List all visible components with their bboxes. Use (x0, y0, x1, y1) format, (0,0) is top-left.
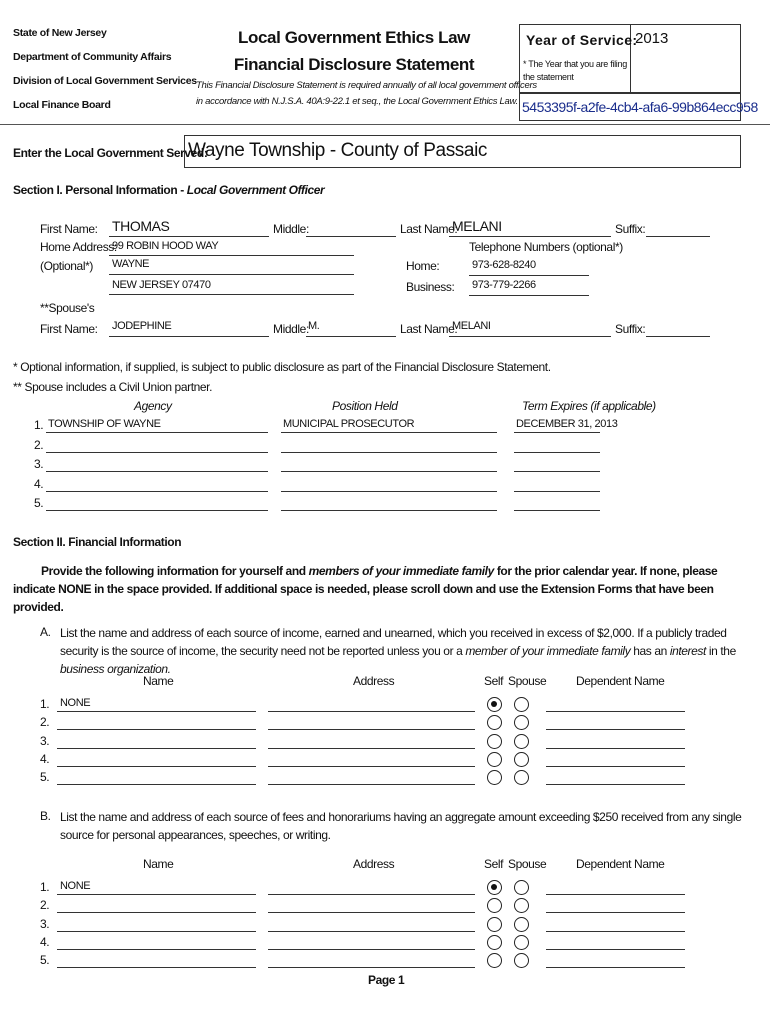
agency-row-number: 2. (34, 438, 44, 452)
address-line[interactable] (268, 711, 475, 712)
agency-row-agency[interactable]: TOWNSHIP OF WAYNE (48, 418, 161, 430)
row-number: 5. (40, 953, 50, 967)
intro-emphasis: members of your immediate family (308, 564, 494, 578)
address-column-header: Address (353, 857, 395, 871)
part-a-text-4: interest (669, 644, 706, 658)
spouse-radio[interactable] (514, 770, 529, 785)
address-line[interactable] (268, 931, 475, 932)
term-line (514, 510, 600, 511)
first-name-value[interactable]: THOMAS (112, 218, 170, 234)
term-column-header: Term Expires (if applicable) (522, 399, 656, 413)
self-column-header: Self (484, 674, 504, 688)
name-line (57, 931, 256, 932)
agency-line: Department of Community Affairs (13, 51, 172, 63)
spouse-radio[interactable] (514, 917, 529, 932)
spouse-middle-label: Middle: (273, 322, 309, 336)
self-radio[interactable] (487, 898, 502, 913)
section1-title-italic: Local Government Officer (186, 183, 325, 197)
row-number: 3. (40, 734, 50, 748)
spouse-last-value[interactable]: MELANI (452, 320, 491, 332)
agency-line: Local Finance Board (13, 99, 111, 111)
name-column-header: Name (143, 674, 174, 688)
self-radio[interactable] (487, 935, 502, 950)
spouse-first-value[interactable]: JODEPHINE (112, 320, 172, 332)
form-title (196, 28, 537, 107)
spouse-note: ** Spouse includes a Civil Union partner. (13, 380, 213, 394)
spouse-radio[interactable] (514, 953, 529, 968)
spouse-suffix-label: Suffix: (615, 322, 646, 336)
section2-heading: Section II. Financial Information (13, 535, 182, 549)
dependent-line[interactable] (546, 912, 685, 913)
name-line (57, 711, 256, 712)
served-value: Wayne Township - County of Passaic (188, 140, 487, 161)
row-number: 1. (40, 697, 50, 711)
dependent-line[interactable] (546, 711, 685, 712)
spouse-radio[interactable] (514, 752, 529, 767)
self-radio[interactable] (487, 752, 502, 767)
document-id: 5453395f-a2fe-4cb4-afa6-99b864ecc958 (522, 99, 758, 115)
term-line (514, 452, 600, 453)
dependent-line[interactable] (546, 729, 685, 730)
agency-line (46, 452, 268, 453)
subtitle-line-1: This Financial Disclosure Statement is required annually of all local government officers (196, 80, 537, 91)
address-line[interactable] (268, 766, 475, 767)
title-line-1: Local Government Ethics Law (238, 28, 470, 47)
suffix-field[interactable] (646, 236, 710, 237)
home-phone-label: Home: (406, 259, 440, 273)
middle-label: Middle: (273, 222, 309, 236)
self-column-header: Self (484, 857, 504, 871)
agency-row-term[interactable]: DECEMBER 31, 2013 (516, 418, 618, 430)
spouse-suffix-field[interactable] (646, 336, 710, 337)
term-line (514, 471, 600, 472)
address-line[interactable] (268, 784, 475, 785)
address-line[interactable] (268, 748, 475, 749)
row-number: 3. (40, 917, 50, 931)
name-line (57, 784, 256, 785)
name-line (57, 766, 256, 767)
intro-text-rest: for the prior calendar year. If none, please indicate NONE in the space provided. If additional space is needed, please scroll down and use the Extension Forms that have been provided. (13, 564, 718, 614)
dependent-line[interactable] (546, 748, 685, 749)
agency-row-number: 1. (34, 418, 44, 432)
name-line (57, 894, 256, 895)
agency-line (46, 471, 268, 472)
agency-row-number: 3. (34, 457, 44, 471)
term-line (514, 432, 600, 433)
name-line (57, 748, 256, 749)
spouse-label: **Spouse's (40, 301, 95, 315)
row-number: 1. (40, 880, 50, 894)
self-radio[interactable] (487, 917, 502, 932)
row-number: 4. (40, 752, 50, 766)
agency-row-position[interactable]: MUNICIPAL PROSECUTOR (283, 418, 415, 430)
spouse-middle-value[interactable]: M. (308, 320, 320, 332)
title-line-2: Financial Disclosure Statement (233, 55, 475, 74)
header-divider (0, 124, 770, 125)
address-line[interactable] (268, 894, 475, 895)
self-radio[interactable] (487, 697, 502, 712)
optional-note: * Optional information, if supplied, is subject to public disclosure as part of the Financial Disclosure Statement. (13, 360, 551, 374)
source-name[interactable]: NONE (60, 880, 91, 892)
name-line (57, 729, 256, 730)
intro-text: Provide the following information for yourself and (41, 564, 309, 578)
business-phone-label: Business: (406, 280, 455, 294)
address-line-3[interactable]: NEW JERSEY 07470 (112, 279, 211, 291)
section1-title: Section I. Personal Information - (13, 183, 187, 197)
section1-heading (13, 183, 324, 197)
dependent-column-header: Dependent Name (576, 674, 665, 688)
address-line-2[interactable]: WAYNE (112, 258, 150, 270)
spouse-radio[interactable] (514, 898, 529, 913)
self-radio[interactable] (487, 715, 502, 730)
self-radio[interactable] (487, 880, 502, 895)
part-a-text-1: List the name and address of each source of income, earned and unearned, which you received in excess of $2,000. If a publicly traded security is the source of income, the security need not be reported unless you or a (60, 626, 727, 658)
part-a-letter: A. (40, 625, 51, 639)
name-line (57, 949, 256, 950)
last-name-label: Last Name: (400, 222, 458, 236)
address-label: Home Address: (40, 240, 117, 254)
served-label: Enter the Local Government Served: (13, 146, 208, 160)
position-line (281, 432, 497, 433)
row-number: 4. (40, 935, 50, 949)
address-line[interactable] (268, 912, 475, 913)
address-line[interactable] (268, 949, 475, 950)
address-line[interactable] (268, 729, 475, 730)
spouse-radio[interactable] (514, 697, 529, 712)
position-line (281, 452, 497, 453)
agency-line (46, 432, 268, 433)
business-phone-value[interactable]: 973-779-2266 (472, 279, 536, 291)
agency-block (13, 27, 197, 123)
optional-label: (Optional*) (40, 259, 93, 273)
part-b-letter: B. (40, 809, 51, 823)
first-name-label: First Name: (40, 222, 98, 236)
agency-row-number: 5. (34, 496, 44, 510)
spouse-radio[interactable] (514, 880, 529, 895)
dependent-line[interactable] (546, 784, 685, 785)
section2-intro (13, 562, 748, 616)
self-radio[interactable] (487, 953, 502, 968)
self-radio[interactable] (487, 770, 502, 785)
dependent-column-header: Dependent Name (576, 857, 665, 871)
dependent-line[interactable] (546, 894, 685, 895)
agency-line: State of New Jersey (13, 27, 107, 39)
spouse-radio[interactable] (514, 715, 529, 730)
subtitle-line-2: in accordance with N.J.S.A. 40A:9-22.1 et seq., the Local Government Ethics Law. (196, 96, 518, 107)
address-line[interactable] (268, 967, 475, 968)
last-name-value[interactable]: MELANI (452, 218, 502, 234)
address-column-header: Address (353, 674, 395, 688)
name-column-header: Name (143, 857, 174, 871)
spouse-column-header: Spouse (508, 674, 547, 688)
part-a-text-3: has an (630, 644, 670, 658)
name-line (57, 912, 256, 913)
part-a-text-2: member of your immediate family (465, 644, 631, 658)
agency-row-number: 4. (34, 477, 44, 491)
address-line-1[interactable]: 99 ROBIN HOOD WAY (112, 240, 219, 252)
phone-heading: Telephone Numbers (optional*) (469, 240, 623, 254)
home-phone-value[interactable]: 973-628-8240 (472, 259, 536, 271)
row-number: 2. (40, 715, 50, 729)
spouse-radio[interactable] (514, 935, 529, 950)
agency-line: Division of Local Government Services (13, 75, 197, 87)
agency-line (46, 510, 268, 511)
middle-field[interactable] (306, 236, 396, 237)
spouse-radio[interactable] (514, 734, 529, 749)
spouse-column-header: Spouse (508, 857, 547, 871)
suffix-label: Suffix: (615, 222, 646, 236)
part-a-text-5: in the (705, 644, 736, 658)
year-note: * The Year that you are filing the statement (523, 59, 627, 82)
year-field[interactable]: 2013 (635, 30, 669, 47)
source-name[interactable]: NONE (60, 697, 91, 709)
part-b-text: List the name and address of each source of fees and honorariums having an aggregate amount exceeding $250 received from any single source for personal appearances, speeches, or writing. (60, 810, 742, 842)
dependent-line[interactable] (546, 766, 685, 767)
position-line (281, 471, 497, 472)
position-line (281, 491, 497, 492)
dependent-line[interactable] (546, 931, 685, 932)
row-number: 2. (40, 898, 50, 912)
spouse-last-label: Last Name: (400, 322, 458, 336)
row-number: 5. (40, 770, 50, 784)
term-line (514, 491, 600, 492)
position-column-header: Position Held (332, 399, 398, 413)
name-line (57, 967, 256, 968)
page-number: Page 1 (368, 973, 405, 987)
part-a-text (60, 624, 750, 678)
dependent-line[interactable] (546, 967, 685, 968)
part-a-text-6: business organization. (60, 662, 171, 676)
year-label: Year of Service: (526, 32, 638, 48)
agency-line (46, 491, 268, 492)
agency-column-header: Agency (134, 399, 172, 413)
self-radio[interactable] (487, 734, 502, 749)
dependent-line[interactable] (546, 949, 685, 950)
position-line (281, 510, 497, 511)
spouse-first-label: First Name: (40, 322, 98, 336)
